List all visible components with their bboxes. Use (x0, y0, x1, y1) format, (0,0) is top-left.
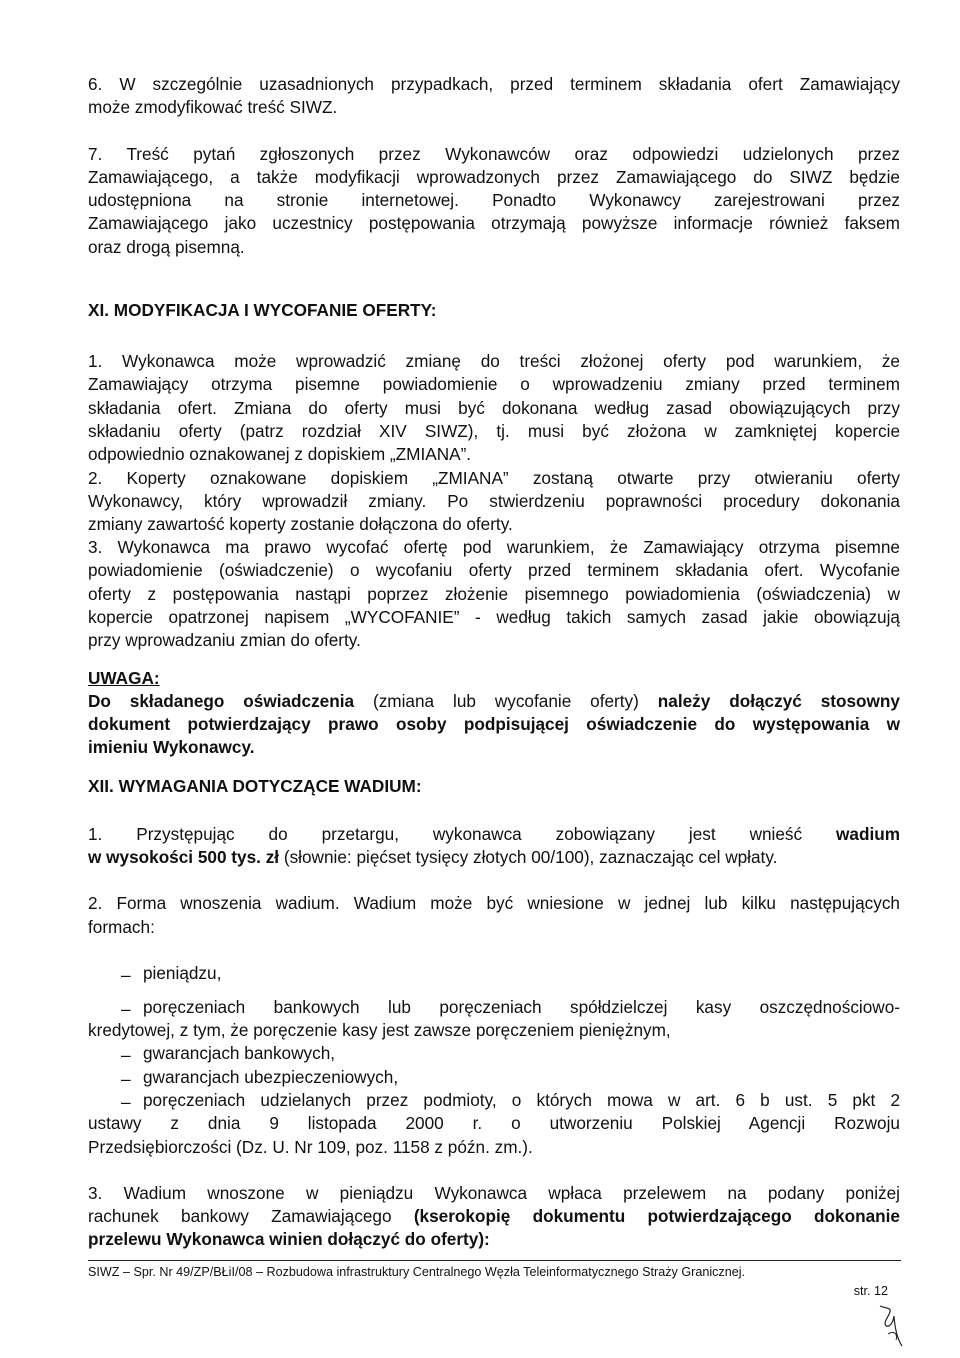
text-line: składaniu oferty (patrz rozdział XIV SIWZ), tj. musi być złożona w zamkniętej kopercie (88, 421, 900, 441)
text-line: przy wprowadzaniu zmian do oferty. (88, 630, 361, 650)
list-dash: – (121, 965, 131, 985)
section-heading-xii: XII. WYMAGANIA DOTYCZĄCE WADIUM: (88, 776, 422, 796)
list-dash: – (121, 1045, 131, 1065)
section-heading-xi: XI. MODYFIKACJA I WYCOFANIE OFERTY: (88, 300, 437, 320)
footer-rule (88, 1260, 901, 1261)
text-line: Wykonawcy, który wprowadził zmiany. Po stwierdzeniu poprawności procedury dokonania (88, 491, 900, 511)
uwaga-bold: Do składanego oświadczenia (88, 691, 355, 711)
text-line: powiadomienie (oświadczenie) o wycofaniu oferty przed terminem składania ofert. Wycofanie (88, 560, 900, 580)
text-line: Zamawiający otrzyma pisemne powiadomienie o wprowadzeniu zmiany przed terminem (88, 374, 900, 394)
list-item: pieniądzu, (143, 963, 222, 983)
text-line: 3. Wykonawca ma prawo wycofać ofertę pod warunkiem, że Zamawiający otrzyma pisemne (88, 537, 900, 557)
list-item-cont: ustawy z dnia 9 listopada 2000 r. o utworzeniu Polskiej Agencji Rozwoju (88, 1113, 900, 1133)
text-line: Zamawiającego jako uczestnicy postępowania otrzymają powyższe informacje również faksem (88, 213, 900, 233)
text-line: przelewu Wykonawca winien dołączyć do oferty): (88, 1229, 490, 1249)
bold-span: (kserokopię dokumentu potwierdzającego dokonanie (413, 1206, 900, 1226)
uwaga-line: imieniu Wykonawcy. (88, 737, 255, 757)
list-item: poręczeniach bankowych lub poręczeniach spółdzielczej kasy oszczędnościowo- (143, 997, 900, 1017)
list-dash: – (121, 999, 131, 1019)
text-line: zmiany zawartość koperty zostanie dołączona do oferty. (88, 514, 513, 534)
initials-signature (868, 1300, 918, 1348)
text-line: może zmodyfikować treść SIWZ. (88, 97, 338, 117)
list-item-cont: kredytowej, z tym, że poręczenie kasy jest zawsze poręczeniem pieniężnym, (88, 1020, 671, 1040)
page-number: str. 12 (853, 1284, 888, 1298)
text-line: 3. Wadium wnoszone w pieniądzu Wykonawca wpłaca przelewem na podany poniżej (88, 1183, 900, 1203)
text-line: udostępniona na stronie internetowej. Ponadto Wykonawcy zarejestrowani przez (88, 190, 900, 210)
text-line: składania ofert. Zmiana do oferty musi być dokonana według zasad obowiązujących przy (88, 398, 900, 418)
uwaga-normal: (zmiana lub wycofanie oferty) (354, 691, 658, 711)
text-line (88, 849, 900, 866)
text-line: oraz drogą pisemną. (88, 237, 245, 257)
text-line: 2. Forma wnoszenia wadium. Wadium może być wniesione w jednej lub kilku następujących (88, 893, 900, 913)
text-span: rachunek bankowy Zamawiającego (88, 1206, 414, 1226)
bold-span: w wysokości 500 tys. zł (88, 847, 280, 867)
list-item: poręczeniach udzielanych przez podmioty, o których mowa w art. 6 b ust. 5 pkt 2 (143, 1090, 900, 1110)
footer-text: SIWZ – Spr. Nr 49/ZP/BŁiI/08 – Rozbudowa infrastruktury Centralnego Węzła Teleinformatycznego Straży Granicznej. (88, 1265, 746, 1279)
bold-span: wadium (836, 824, 900, 844)
text-line: 7. Treść pytań zgłoszonych przez Wykonawców oraz odpowiedzi udzielonych przez (88, 144, 900, 164)
list-dash: – (121, 1092, 131, 1112)
uwaga-line (88, 693, 900, 710)
text-line: odpowiednio oznakowanej z dopiskiem „ZMIANA”. (88, 444, 472, 464)
text-line: Zamawiającego, a także modyfikacji wprowadzonych przez Zamawiającego do SIWZ będzie (88, 167, 900, 187)
text-line (88, 1208, 900, 1225)
text-line: oferty z postępowania nastąpi poprzez złożenie pisemnego powiadomienia (oświadczenia) w (88, 584, 900, 604)
list-item: gwarancjach ubezpieczeniowych, (143, 1067, 399, 1087)
list-item: gwarancjach bankowych, (143, 1043, 336, 1063)
list-item-cont: Przedsiębiorczości (Dz. U. Nr 109, poz. 1158 z późn. zm.). (88, 1137, 533, 1157)
list-dash: – (121, 1069, 131, 1089)
text-span: (słownie: pięćset tysięcy złotych 00/100), zaznaczając cel wpłaty. (279, 847, 778, 867)
text-line: 6. W szczególnie uzasadnionych przypadkach, przed terminem składania ofert Zamawiający (88, 74, 900, 94)
text-line: kopercie opatrzonej napisem „WYCOFANIE” - według takich samych zasad jakie obowiązują (88, 607, 900, 627)
uwaga-bold: należy dołączyć stosowny (657, 691, 900, 711)
uwaga-heading: UWAGA: (88, 668, 160, 688)
text-line: 1. Wykonawca może wprowadzić zmianę do treści złożonej oferty pod warunkiem, że (88, 351, 900, 371)
text-line (88, 826, 900, 843)
text-line: formach: (88, 917, 155, 937)
uwaga-line: dokument potwierdzający prawo osoby podpisującej oświadczenie do występowania w (88, 714, 900, 734)
text-span: 1. Przystępując do przetargu, wykonawca zobowiązany jest wnieść (88, 824, 837, 844)
text-line: 2. Koperty oznakowane dopiskiem „ZMIANA” zostaną otwarte przy otwieraniu oferty (88, 468, 900, 488)
